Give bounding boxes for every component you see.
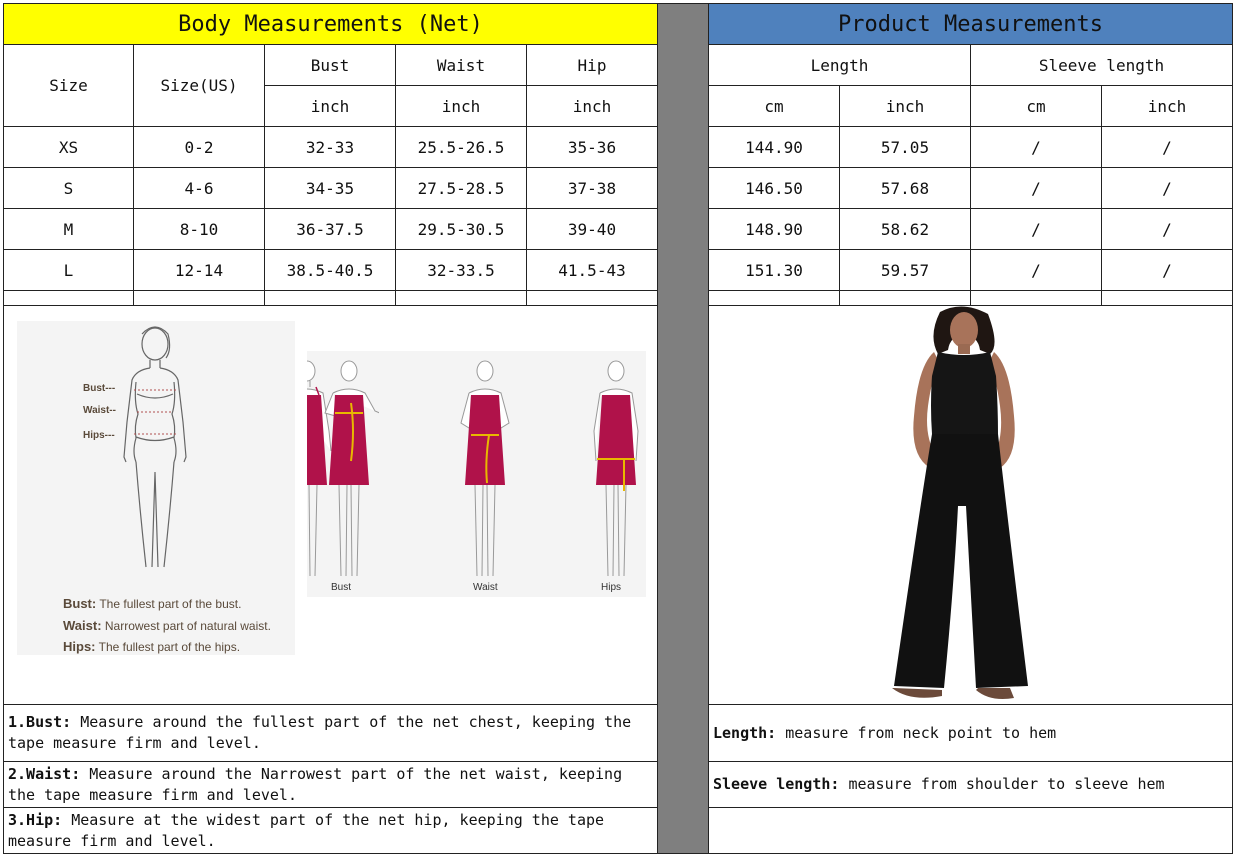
tag-waist: Waist-- [83,405,116,416]
header-sleeve-length: Sleeve length [970,44,1233,86]
product-cell-len_in: 57.68 [839,167,971,209]
dress-label-bust: Bust [331,582,352,593]
legend-hips-desc: The fullest part of the hips. [98,640,241,654]
body-cell-hip: 37-38 [526,167,658,209]
note-left-2 [3,761,658,808]
header-bust: Bust [264,44,396,86]
unit-sleeve-inch: inch [1101,85,1233,127]
note-text: measure from shoulder to sleeve hem [839,775,1165,793]
header-size: Size [3,44,134,127]
note-left-3 [3,807,658,854]
jumpsuit-model-photo [880,306,1040,704]
body-cell-us: 4-6 [133,167,265,209]
notes-right-empty [708,807,1233,854]
product-measurements-title: Product Measurements [708,3,1233,45]
product-cell-sl_in: / [1101,249,1233,291]
product-cell-sl_cm: / [970,249,1102,291]
product-cell-sl_cm: / [970,208,1102,250]
product-cell-len_cm: 148.90 [708,208,840,250]
unit-bust: inch [264,85,396,127]
body-cell-us: 0-2 [133,126,265,168]
header-hip: Hip [526,44,658,86]
note-right-2 [708,761,1233,808]
dress-figure-bust [319,351,379,581]
body-cell-waist: 27.5-28.5 [395,167,527,209]
body-cell-bust: 32-33 [264,126,396,168]
body-cell-waist: 29.5-30.5 [395,208,527,250]
legend-waist-desc: Narrowest part of natural waist. [104,619,271,633]
dress-figure-hips [586,351,646,581]
body-cell-size: S [3,167,134,209]
body-cell-size: XS [3,126,134,168]
legend-bust-term: Bust: [63,596,97,611]
unit-sleeve-cm: cm [970,85,1102,127]
spacer-cell [3,290,134,306]
legend-waist [63,618,271,633]
product-cell-len_cm: 146.50 [708,167,840,209]
separator-column [657,3,709,854]
note-right-1 [708,704,1233,762]
body-cell-us: 8-10 [133,208,265,250]
product-cell-sl_cm: / [970,126,1102,168]
body-cell-bust: 36-37.5 [264,208,396,250]
note-term: 2.Waist: [8,764,81,783]
legend-hips [63,639,240,654]
unit-waist: inch [395,85,527,127]
product-cell-sl_in: / [1101,126,1233,168]
product-cell-sl_in: / [1101,208,1233,250]
note-text: Measure around the Narrowest part of the net waist, keeping the tape measure firm and level. [8,764,623,804]
body-measurements-title: Body Measurements (Net) [3,3,658,45]
body-cell-hip: 41.5-43 [526,249,658,291]
product-cell-len_in: 59.57 [839,249,971,291]
note-term: Length: [713,723,777,742]
unit-hip: inch [526,85,658,127]
note-text: Measure around the fullest part of the net chest, keeping the tape measure firm and level. [8,713,632,752]
header-size-us: Size(US) [133,44,265,127]
product-cell-sl_in: / [1101,167,1233,209]
spacer-cell [708,290,840,306]
header-waist: Waist [395,44,527,86]
body-cell-hip: 39-40 [526,208,658,250]
tag-hips: Hips--- [83,430,115,441]
spacer-cell [839,290,971,306]
body-cell-us: 12-14 [133,249,265,291]
spacer-cell [395,290,527,306]
body-outline-figure [110,322,200,574]
product-cell-len_in: 58.62 [839,208,971,250]
body-cell-size: M [3,208,134,250]
tag-bust: Bust--- [83,383,116,394]
body-cell-waist: 32-33.5 [395,249,527,291]
note-text: measure from neck point to hem [776,723,1057,742]
legend-waist-term: Waist: [63,618,102,633]
product-cell-len_in: 57.05 [839,126,971,168]
legend-hips-term: Hips: [63,639,96,654]
dress-label-hips: Hips [601,582,622,593]
spacer-cell [133,290,265,306]
note-term: 1.Bust: [8,713,72,731]
body-cell-bust: 38.5-40.5 [264,249,396,291]
product-cell-len_cm: 151.30 [708,249,840,291]
legend-bust [63,596,241,611]
spacer-cell [264,290,396,306]
spacer-cell [970,290,1102,306]
body-cell-waist: 25.5-26.5 [395,126,527,168]
product-cell-len_cm: 144.90 [708,126,840,168]
note-term: 3.Hip: [8,810,63,829]
body-cell-size: L [3,249,134,291]
header-length: Length [708,44,971,86]
spacer-cell [1101,290,1233,306]
unit-length-inch: inch [839,85,971,127]
note-text: Measure at the widest part of the net hip, keeping the tape measure firm and level. [8,810,605,850]
spacer-cell [526,290,658,306]
note-left-1 [3,704,658,762]
dress-figure-waist [455,351,515,581]
note-term: Sleeve length: [713,775,840,793]
dress-label-waist: Waist [473,582,498,593]
body-cell-bust: 34-35 [264,167,396,209]
legend-bust-desc: The fullest part of the bust. [99,597,242,611]
unit-length-cm: cm [708,85,840,127]
product-cell-sl_cm: / [970,167,1102,209]
body-cell-hip: 35-36 [526,126,658,168]
